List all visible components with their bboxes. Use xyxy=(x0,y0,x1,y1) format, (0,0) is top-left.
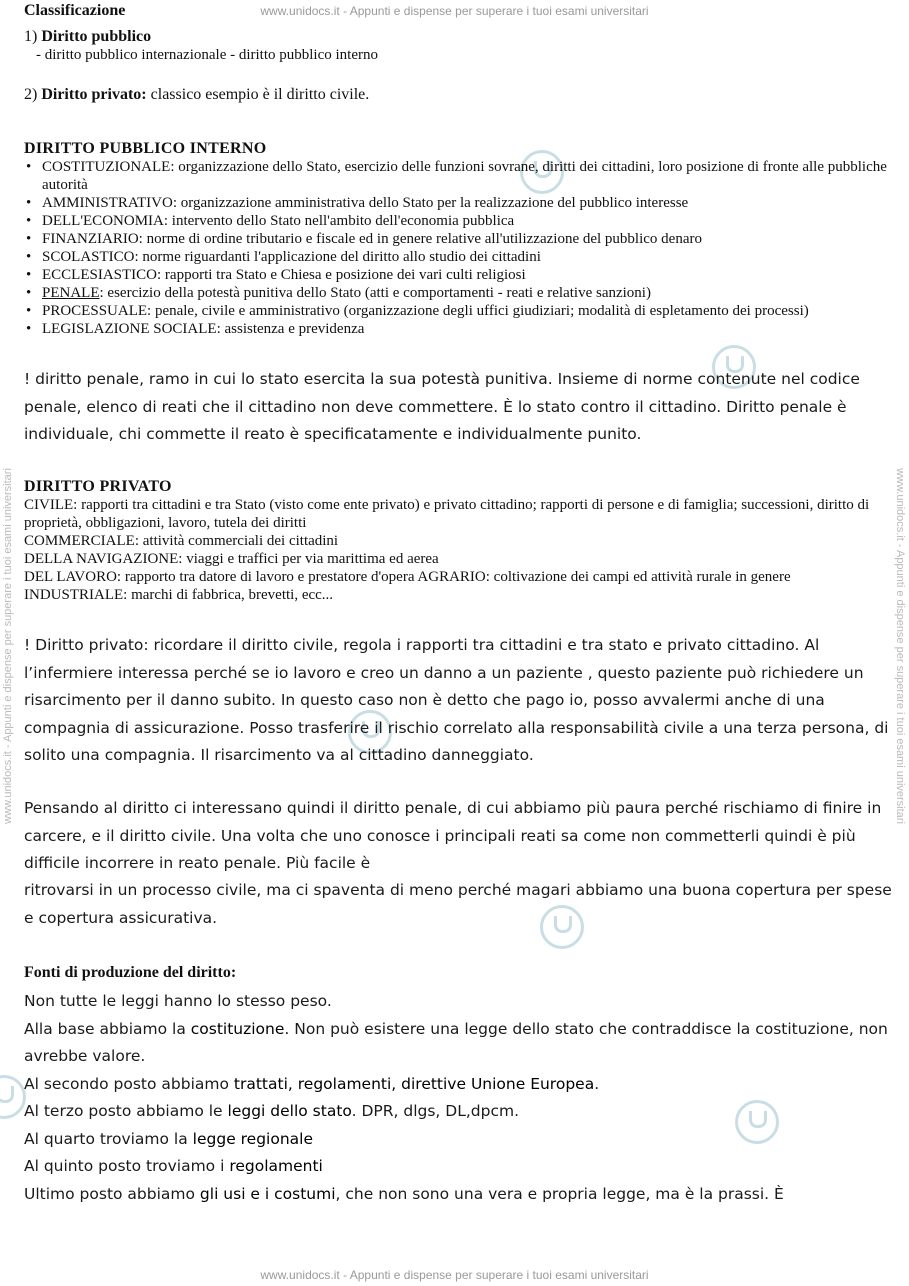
list-item: • FINANZIARIO: norme di ordine tributario e fiscale ed in genere relative all'utilizzazione del pubblico denaro xyxy=(24,230,908,248)
list-item: • LEGISLAZIONE SOCIALE: assistenza e previdenza xyxy=(24,320,908,338)
sources-line: Alla base abbiamo la costituzione. Non può esistere una legge dello stato che contraddisce la costituzione, non avrebbe valore. xyxy=(24,1019,888,1065)
list-item: CIVILE: rapporti tra cittadini e tra Stato (visto come ente privato) e privato cittadino; rapporti di persone e di famiglia; successioni, diritto di proprietà, obbligazioni, lavoro, tutela dei diritti xyxy=(24,497,870,531)
private-law-note: ! Diritto privato: ricordare il diritto civile, regola i rapporti tra cittadini e tra stato e privato cittadino. Al l’infermiere interessa perché se io lavoro e creo un danno a un paziente , questo paziente può richiedere un risarcimento per il danno subito. In questo caso non è detto che pago io, posso avvalermi anche di una compagnia di assicurazione. Posso trasferire il rischio correlato alla responsabilità civile a una terza persona, di solito una compagnia. Il risarcimento va al cittadino danneggiato. xyxy=(24,636,889,764)
sources-title: Fonti di produzione del diritto: xyxy=(24,964,237,981)
watermark-top: www.unidocs.it - Appunti e dispense per superare i tuoi esami universitari xyxy=(260,4,649,18)
item-number: 2) xyxy=(24,86,38,103)
item-text: classico esempio è il diritto civile. xyxy=(146,86,370,103)
list-item: • PROCESSUALE: penale, civile e amministrativo (organizzazione degli uffici giudiziari; modalità di espletamento dei processi) xyxy=(24,302,908,320)
item-number: 1) xyxy=(24,28,38,45)
classification-item-1 xyxy=(24,28,151,46)
public-internal-list xyxy=(24,158,908,338)
watermark-left: www.unidocs.it - Appunti e dispense per superare i tuoi esami universitari xyxy=(2,468,14,824)
sources-line: Al secondo posto abbiamo trattati, regolamenti, direttive Unione Europea. xyxy=(24,1074,600,1093)
watermark-logo-icon xyxy=(0,1075,26,1119)
sources-line: Al terzo posto abbiamo le leggi dello stato. DPR, dlgs, DL,dpcm. xyxy=(24,1102,520,1120)
public-internal-note: ! diritto penale, ramo in cui lo stato esercita la sua potestà punitiva. Insieme di norme contenute nel codice penale, elenco di reati che il cittadino non deve commettere. È lo stato contro il cittadino. Diritto penale è individuale, chi commette il reato è specificatamente e individualmente punito. xyxy=(24,370,860,443)
private-law-list xyxy=(24,496,894,604)
sources-line: Ultimo posto abbiamo gli usi e i costumi, che non sono una vera e propria legge, ma è la prassi. È xyxy=(24,1184,784,1203)
watermark-bottom: www.unidocs.it - Appunti e dispense per superare i tuoi esami universitari xyxy=(260,1268,649,1282)
list-item: • DELL'ECONOMIA: intervento dello Stato nell'ambito dell'economia pubblica xyxy=(24,212,908,230)
sources-line: Al quarto troviamo la legge regionale xyxy=(24,1129,314,1148)
sources-line: Non tutte le leggi hanno lo stesso peso. xyxy=(24,992,332,1010)
list-item: DEL LAVORO: rapporto tra datore di lavoro e prestatore d'opera AGRARIO: coltivazione dei campi ed attività rurale in genere xyxy=(24,569,791,585)
item-title: Diritto pubblico xyxy=(41,28,152,45)
list-item: COMMERCIALE: attività commerciali dei cittadini xyxy=(24,533,339,549)
classification-item-2 xyxy=(24,86,369,104)
sources-line: Al quinto posto troviamo i regolamenti xyxy=(24,1157,323,1175)
private-law-note-2: Pensando al diritto ci interessano quindi il diritto penale, di cui abbiamo più paura perché rischiamo di finire in carcere, e il diritto civile. Una volta che uno conosce i principali reati sa come non commetterli quindi è più difficile incorrere in reato penale. Più facile è xyxy=(24,799,882,872)
sources-body xyxy=(24,988,892,1208)
classification-title: Classificazione xyxy=(24,2,126,19)
classification-item-1-sub: - diritto pubblico internazionale - diritto pubblico interno xyxy=(36,47,378,63)
public-internal-title: DIRITTO PUBBLICO INTERNO xyxy=(24,140,267,157)
list-item: • COSTITUZIONALE: organizzazione dello Stato, esercizio delle funzioni sovrane, diritti dei cittadini, loro posizione di fronte alle pubbliche autorità xyxy=(24,158,908,194)
item-title: Diritto privato: xyxy=(41,86,147,103)
list-item: DELLA NAVIGAZIONE: viaggi e traffici per via marittima ed aerea xyxy=(24,551,439,567)
list-item: • PENALE: esercizio della potestà punitiva dello Stato (atti e comportamenti - reati e relative sanzioni) xyxy=(24,284,908,302)
list-item: • ECCLESIASTICO: rapporti tra Stato e Chiesa e posizione dei vari culti religiosi xyxy=(24,266,908,284)
private-law-title: DIRITTO PRIVATO xyxy=(24,478,172,495)
list-item: • AMMINISTRATIVO: organizzazione amministrativa dello Stato per la realizzazione del pubblico interesse xyxy=(24,194,908,212)
list-item: • SCOLASTICO: norme riguardanti l'applicazione del diritto allo studio dei cittadini xyxy=(24,248,908,266)
list-item: INDUSTRIALE: marchi di fabbrica, brevetti, ecc... xyxy=(24,587,334,603)
private-law-note-3: ritrovarsi in un processo civile, ma ci spaventa di meno perché magari abbiamo una buona copertura per spese e copertura assicurativa. xyxy=(24,881,892,927)
watermark-right: www.unidocs.it - Appunti e dispense per superare i tuoi esami universitari xyxy=(894,468,906,824)
